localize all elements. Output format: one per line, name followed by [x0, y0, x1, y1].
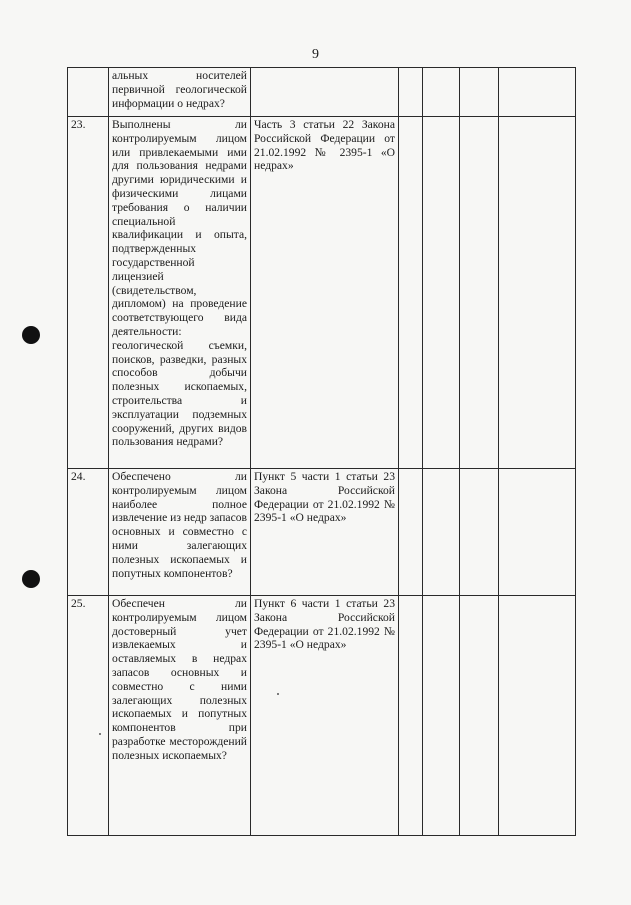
question-text: альных носителей первичной геологической информации о недрах?: [109, 68, 251, 117]
row-number: 24.: [68, 469, 109, 596]
table-row: [68, 596, 576, 836]
notes-cell: [499, 469, 576, 596]
notes-cell: [499, 117, 576, 469]
row-number: 23.: [68, 117, 109, 469]
row-number: 25.: [68, 596, 109, 836]
table-row: [68, 117, 576, 469]
table-row: [68, 469, 576, 596]
answer-cell: [399, 469, 423, 596]
answer-cell: [460, 117, 499, 469]
row-number: [68, 68, 109, 117]
page-number: 9: [312, 47, 319, 62]
question-text: Обеспечен ли контролируемым лицом достоверный учет извлекаемых и оставляемых в недрах запасов основных и совместно с ними залегающих полезных ископаемых и попутных компонентов при разработке месторождений полезных ископаемых?: [109, 596, 251, 836]
answer-cell: [399, 596, 423, 836]
answer-cell: [423, 596, 460, 836]
legal-reference: [251, 68, 399, 117]
notes-cell: [499, 68, 576, 117]
legal-reference: Часть 3 статьи 22 Закона Российской Федерации от 21.02.1992 № 2395-1 «О недрах»: [251, 117, 399, 469]
question-text: Обеспечено ли контролируемым лицом наиболее полное извлечение из недр запасов основных и совместно с ними залегающих полезных ископаемых и попутных компонентов?: [109, 469, 251, 596]
legal-reference: Пункт 5 части 1 статьи 23 Закона Российской Федерации от 21.02.1992 № 2395-1 «О недрах»: [251, 469, 399, 596]
table-row: [68, 68, 576, 117]
answer-cell: [460, 596, 499, 836]
answer-cell: [423, 68, 460, 117]
answer-cell: [460, 68, 499, 117]
punch-hole: [22, 326, 40, 344]
answer-cell: [399, 117, 423, 469]
scan-speck: [99, 733, 101, 735]
answer-cell: [423, 117, 460, 469]
scan-speck: [277, 693, 279, 695]
answer-cell: [460, 469, 499, 596]
answer-cell: [399, 68, 423, 117]
checklist-table: [67, 67, 576, 836]
legal-reference: Пункт 6 части 1 статьи 23 Закона Российской Федерации от 21.02.1992 № 2395-1 «О недрах»: [251, 596, 399, 836]
punch-hole: [22, 570, 40, 588]
notes-cell: [499, 596, 576, 836]
answer-cell: [423, 469, 460, 596]
question-text: Выполнены ли контролируемым лицом или привлекаемыми ими для пользования недрами другими юридическими и физическими лицами требования о наличии специальной квалификации и опыта, подтвержденных государственной лицензией (свидетельством, дипломом) на проведение соответствующего вида деятельности: геологической съемки, поисков, разведки, разных способов добычи полезных ископаемых, строительства и эксплуатации подземных сооружений, других видов пользования недрами?: [109, 117, 251, 469]
